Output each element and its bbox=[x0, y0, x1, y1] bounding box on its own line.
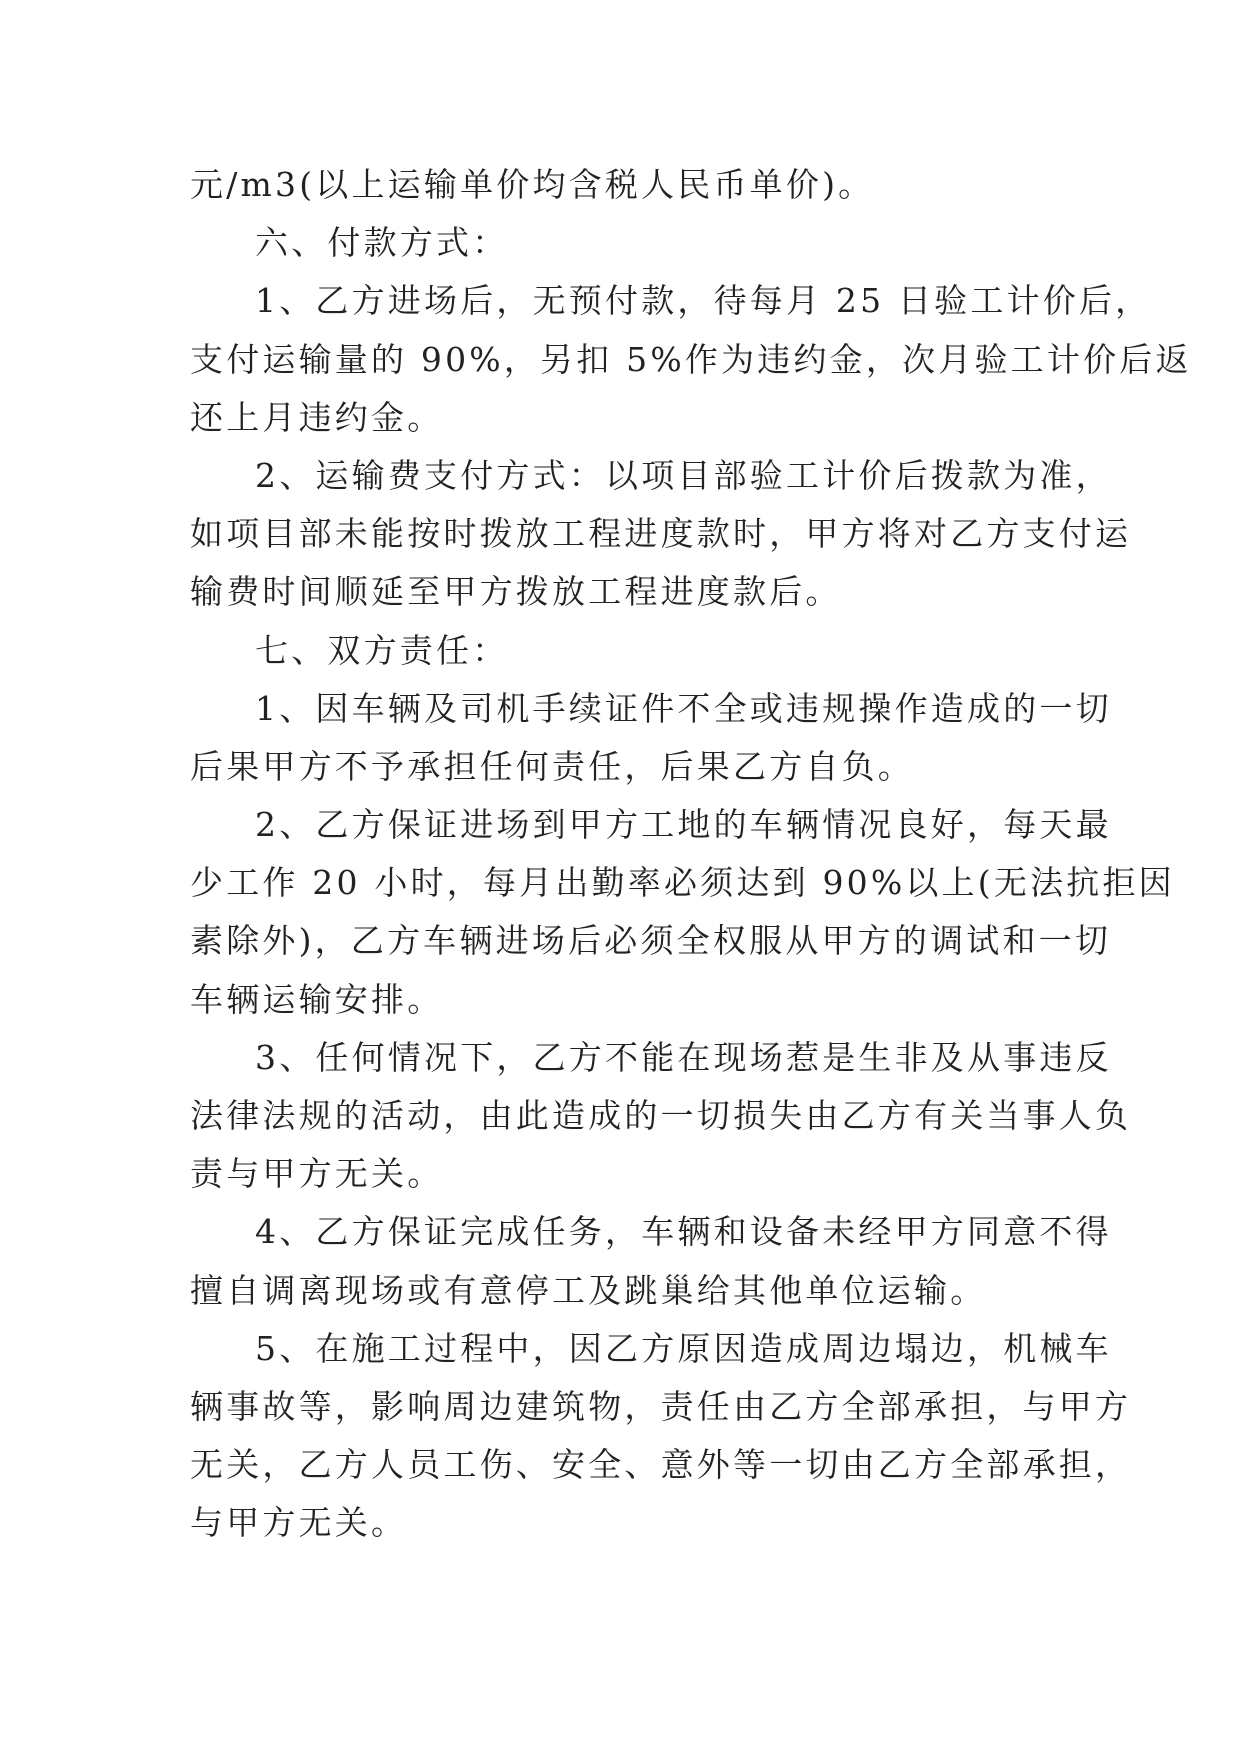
text-line: 元/m3(以上运输单价均含税人民币单价)。 bbox=[190, 165, 875, 204]
text-line: 2、运输费支付方式：以项目部验工计价后拨款为准， bbox=[255, 455, 1112, 495]
text-line: 车辆运输安排。 bbox=[190, 979, 444, 1019]
text-line: 1、因车辆及司机手续证件不全或违规操作造成的一切 bbox=[255, 688, 1112, 728]
text-line: 5、在施工过程中，因乙方原因造成周边塌边，机械车 bbox=[255, 1328, 1112, 1368]
text-line: 还上月违约金。 bbox=[190, 397, 444, 437]
text-line: 3、任何情况下，乙方不能在现场惹是生非及从事违反 bbox=[255, 1037, 1112, 1077]
text-line: 擅自调离现场或有意停工及跳巢给其他单位运输。 bbox=[190, 1270, 987, 1310]
text-line: 输费时间顺延至甲方拨放工程进度款后。 bbox=[190, 572, 842, 612]
text-line: 少工作 20 小时，每月出勤率必须达到 90%以上(无法抗拒因 bbox=[190, 863, 1175, 903]
text-line: 支付运输量的 90%，另扣 5%作为违约金，次月验工计价后返 bbox=[190, 339, 1192, 379]
text-line: 4、乙方保证完成任务，车辆和设备未经甲方同意不得 bbox=[255, 1212, 1112, 1252]
text-line: 如项目部未能按时拨放工程进度款时，甲方将对乙方支付运 bbox=[190, 514, 1132, 554]
text-line: 2、乙方保证进场到甲方工地的车辆情况良好，每天最 bbox=[255, 805, 1112, 845]
text-line: 1、乙方进场后，无预付款，待每月 25 日验工计价后， bbox=[255, 281, 1152, 321]
text-line: 后果甲方不予承担任何责任，后果乙方自负。 bbox=[190, 746, 914, 786]
text-line: 法律法规的活动，由此造成的一切损失由乙方有关当事人负 bbox=[190, 1096, 1132, 1135]
text-line: 素除外)，乙方车辆进场后必须全权服从甲方的调试和一切 bbox=[190, 921, 1112, 961]
text-line: 辆事故等，影响周边建筑物，责任由乙方全部承担，与甲方 bbox=[190, 1386, 1132, 1426]
section-heading-payment: 六、付款方式： bbox=[255, 223, 509, 263]
text-line: 与甲方无关。 bbox=[190, 1503, 408, 1543]
document-body bbox=[190, 156, 1192, 1553]
text-line: 无关，乙方人员工伤、安全、意外等一切由乙方全部承担， bbox=[190, 1445, 1132, 1485]
text-line: 责与甲方无关。 bbox=[190, 1154, 444, 1194]
section-heading-responsibilities: 七、双方责任： bbox=[255, 630, 509, 670]
